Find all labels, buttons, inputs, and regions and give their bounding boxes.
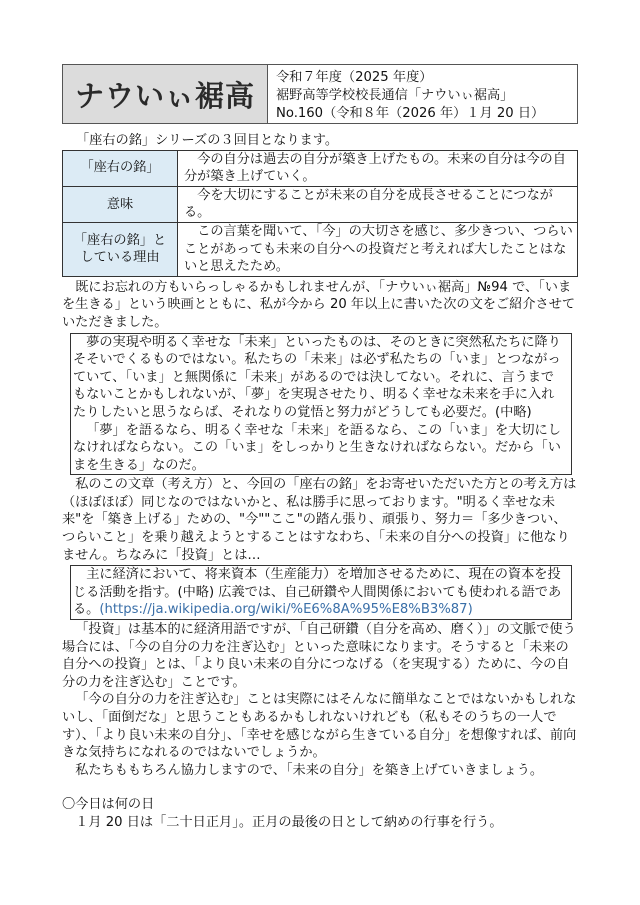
- definition-text: [73, 566, 567, 619]
- issue-number-date: No.160（令和８年（2026 年）１月 20 日）: [276, 106, 545, 121]
- motto-table: [62, 150, 578, 277]
- quoted-essay-paragraph: 「夢」を語るなら、明るく幸せな「未来」を語るなら、この「いま」を大切にしなければならない。この「いま」をしっかりと生きなければならない。だから「いまを生きる」なのだ。: [73, 422, 561, 473]
- reason-value: この言葉を聞いて、「今」の大切さを感じ、多少きつい、つらいことがあっても未来の自分への投資だと考えれば大したことはないと思えたため。: [178, 222, 578, 276]
- table-row: [63, 222, 578, 276]
- fiscal-year: 令和７年度（2025 年度）: [276, 70, 433, 85]
- motto-label: 「座右の銘」: [63, 150, 178, 186]
- newsletter-name: 裾野高等学校校長通信「ナウいぃ裾高」: [276, 88, 514, 103]
- body-paragraph: 私たちももちろん協力しますので、「未来の自分」を築き上げていきましょう。: [75, 762, 544, 778]
- meaning-label: 意味: [63, 186, 178, 222]
- section-spacer: [62, 779, 578, 796]
- today-heading: 〇今日は何の日: [62, 797, 155, 813]
- body-paragraph: 「投資」は基本的に経済用語ですが、「自己研鑽（自分を高め、磨く）」の文脈で使う場合には、「今の自分の力を注ぎ込む」といった意味になります。そうすると「未来の自分への投資」とは、「より良い未来の自分につなげる（を実現する）ために、今の自分の力を注ぎ込む」ことです。: [62, 622, 576, 690]
- body-paragraph: 私のこの文章（考え方）と、今回の「座右の銘」をお寄せいただいた方との考え方は（ほぼほぼ）同じなのではないかと、私は勝手に思っております。"明るく幸せな未来"を「築き上げる」ための、"今""ここ"の踏ん張り、頑張り、努力＝「多少きつい、つらいこと」を乗り越えようとすることはすなわち、「未来の自分への投資」に他なりません。ちなみに「投資」とは…: [62, 477, 577, 563]
- newsletter-page: [62, 64, 578, 832]
- today-text: １月 20 日は「二十日正月」。正月の最後の日として納めの行事を行う。: [75, 814, 503, 830]
- meaning-value: 今を大切にすることが未来の自分を成長させることにつながる。: [178, 186, 578, 222]
- masthead-title: ナウいぃ裾高: [62, 64, 268, 124]
- quoted-essay-paragraph: 夢の実現や明るく幸せな「未来」といったものは、そのときに突然私たちに降りそそいでくるものではない。私たちの「未来」は必ず私たちの「いま」とつながっていて、「いま」と無関係に「未来」があるのでは決してない。それに、言うまでもないことかもしれないが、「夢」を実現させたり、明るく幸せな未来を手に入れたりしたいと思うならば、それなりの覚悟と努力がどうしても必要だ。(中略): [73, 334, 561, 420]
- quoted-essay-box: [70, 333, 572, 476]
- definition-body: 主に経済において、将来資本（生産能力）を増加させるために、現在の資本を投じる活動を指す。(中略) 広義では、自己研鑽や人間関係においても使われる語である。: [73, 567, 562, 618]
- table-row: [63, 186, 578, 222]
- intro-text: 「座右の銘」シリーズの３回目となります。: [76, 133, 339, 148]
- table-row: [63, 150, 578, 186]
- body-paragraph: 「今の自分の力を注ぎ込む」ことは実際にはそんなに簡単なことではないかもしれないし、「面倒だな」と思うこともあるかもしれないけれども（私もそのうちの一人です）、「より良い未来の自分」、「幸せを感じながら生きている自分」を想像すれば、前向きな気持ちになれるのではないでしょうか。: [62, 692, 577, 761]
- body-paragraph: 既にお忘れの方もいらっしゃるかもしれませんが、「ナウいぃ裾高」№94 で、「いまを生きる」という映画とともに、私が今から 20 年以上に書いた次の文をご紹介させていただきました。: [62, 279, 576, 330]
- reason-label: [63, 222, 178, 276]
- newsletter-header: [62, 64, 578, 128]
- wikipedia-link[interactable]: (https://ja.wikipedia.org/wiki/%E6%8A%95%E8%B3%87): [99, 602, 473, 618]
- motto-value: 今の自分は過去の自分が築き上げたもの。未来の自分は今の自分が築き上げていく。: [178, 150, 578, 186]
- issue-info: [268, 64, 578, 124]
- reason-label-text: 「座右の銘」と している理由: [73, 232, 167, 266]
- definition-box: [70, 565, 572, 620]
